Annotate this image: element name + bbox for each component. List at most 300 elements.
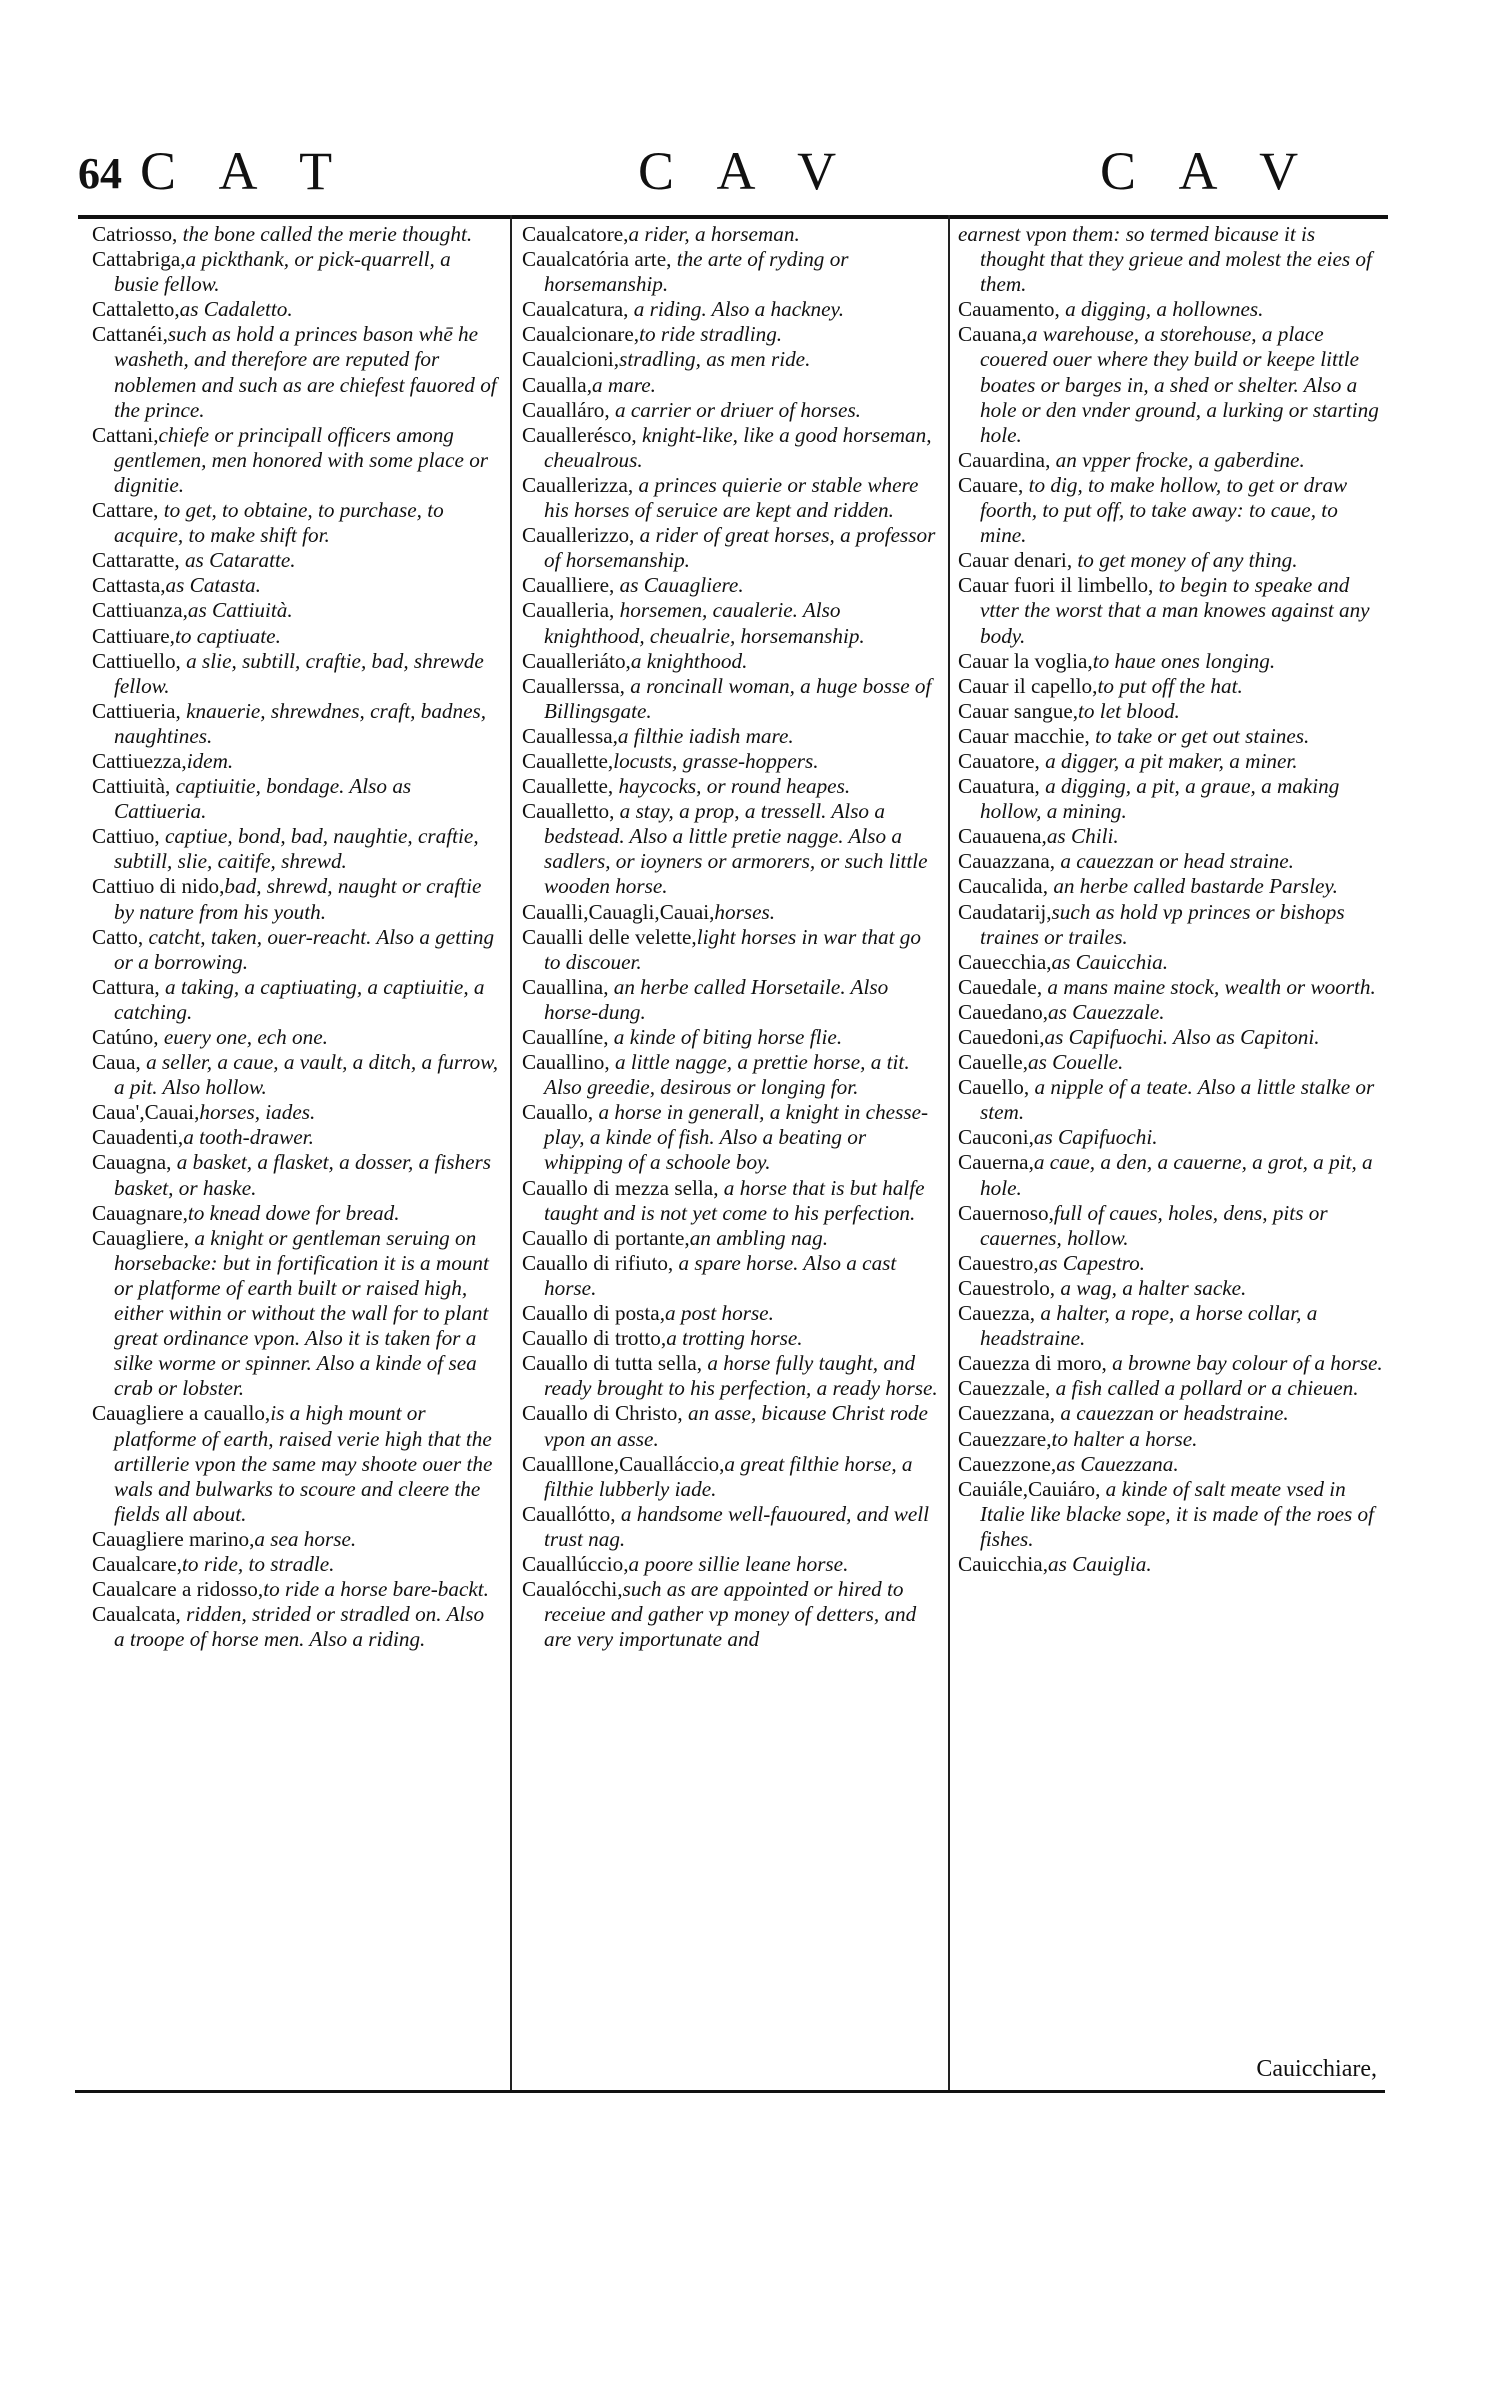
entry-headword: Cauar il capello,: [958, 673, 1098, 698]
entry-definition: a pickthank, or pick-quarrell, a busie fellow.: [114, 247, 451, 297]
dictionary-entry: [92, 749, 500, 774]
entry-headword: Cauallino,: [522, 1050, 610, 1075]
column-divider: [948, 215, 950, 2090]
entry-headword: Cauallo di Christo,: [522, 1401, 683, 1426]
entry-headword: Cattiuello,: [92, 648, 181, 673]
dictionary-entry: [92, 423, 500, 498]
dictionary-entry: [522, 1452, 940, 1502]
entry-definition: a seller, a caue, a vault, a ditch, a furrow, a pit. Also hollow.: [114, 1050, 499, 1100]
entry-definition: a sea horse.: [254, 1526, 357, 1551]
header-left: C A T: [140, 141, 349, 201]
dictionary-entry: [958, 674, 1383, 699]
entry-headword: Cauallo di mezza sella,: [522, 1175, 719, 1200]
entry-definition: a digger, a pit maker, a miner.: [1039, 748, 1298, 773]
entry-headword: Cauallo di tutta sella,: [522, 1351, 703, 1376]
entry-headword: Cauicchia,: [958, 1551, 1049, 1576]
entry-headword: Cauezzana,: [958, 1401, 1056, 1426]
entry-definition: a nipple of a teate. Also a little stalke or stem.: [980, 1075, 1375, 1125]
entry-headword: Caualcioni,: [522, 347, 620, 372]
entry-headword: Caualcata,: [92, 1602, 181, 1627]
entry-definition: a great filthie horse, a filthie lubberly iade.: [544, 1451, 913, 1501]
entry-headword: Cattaletto,: [92, 297, 180, 322]
entry-definition: a spare horse. Also a cast horse.: [544, 1250, 897, 1300]
entry-headword: Cauazzana,: [958, 849, 1056, 874]
entry-definition: a horse fully taught, and ready brought to his perfection, a ready horse.: [544, 1351, 938, 1401]
dictionary-entry: [92, 598, 500, 623]
dictionary-entry: [958, 297, 1383, 322]
entry-definition: horsemen, caualerie. Also knighthood, cheualrie, horsemanship.: [544, 598, 865, 648]
dictionary-entry: [958, 473, 1383, 548]
running-header: [78, 141, 1388, 218]
entry-headword: Cauallo di portante,: [522, 1225, 690, 1250]
entry-headword: Cauecchia,: [958, 949, 1052, 974]
entry-definition: horses.: [714, 899, 776, 924]
dictionary-entry: [958, 699, 1383, 724]
entry-headword: Caualcatória arte,: [522, 247, 672, 272]
dictionary-entry: [522, 598, 940, 648]
entry-headword: Caualllone,Caualláccio,: [522, 1451, 725, 1476]
dictionary-entry: [522, 1401, 940, 1451]
dictionary-entry: [958, 548, 1383, 573]
entry-headword: Cauamento,: [958, 297, 1060, 322]
entry-headword: Cattabriga,: [92, 247, 186, 272]
dictionary-entry: [958, 1552, 1383, 1577]
dictionary-entry: [522, 925, 940, 975]
dictionary-entry: [958, 749, 1383, 774]
dictionary-entry: [958, 448, 1383, 473]
dictionary-entry: [522, 1251, 940, 1301]
dictionary-entry: [522, 724, 940, 749]
entry-definition: a taking, a captiuating, a captiuitie, a catching.: [114, 974, 485, 1024]
entry-definition: a stay, a prop, a tressell. Also a bedstead. Also a little pretie nagge. Also a sadlers, or ioyners or armorers, or such little wooden horse.: [544, 799, 928, 899]
entry-definition: knight-like, like a good horseman, cheualrous.: [544, 422, 932, 472]
dictionary-entry: [958, 1050, 1383, 1075]
entry-headword: Cauar sangue,: [958, 698, 1079, 723]
entry-definition: catcht, taken, ouer-reacht. Also a getting or a borrowing.: [114, 924, 495, 974]
entry-headword: Cattiuare,: [92, 623, 175, 648]
entry-definition: to halter a horse.: [1051, 1426, 1198, 1451]
entry-headword: Caualcare,: [92, 1551, 182, 1576]
entry-headword: Cauallo di rifiuto,: [522, 1250, 674, 1275]
dictionary-entry: [958, 1125, 1383, 1150]
dictionary-entry: [958, 724, 1383, 749]
entry-definition: haycocks, or round heapes.: [613, 774, 851, 799]
entry-headword: Caualli delle velette,: [522, 924, 697, 949]
entry-headword: Cauezzone,: [958, 1451, 1057, 1476]
entry-definition: to dig, to make hollow, to get or draw foorth, to put off, to take away: to caue, to mine.: [980, 472, 1348, 548]
entry-headword: Caualcatore,: [522, 222, 629, 246]
entry-headword: Cauelle,: [958, 1050, 1029, 1075]
dictionary-entry: [958, 222, 1383, 297]
dictionary-entry: [92, 1226, 500, 1402]
entry-headword: Cauallótto,: [522, 1501, 616, 1526]
dictionary-entry: [92, 1125, 500, 1150]
column-1: [92, 222, 500, 2082]
entry-headword: Catriosso,: [92, 222, 178, 246]
dictionary-entry: [958, 1201, 1383, 1251]
dictionary-entry: [92, 1577, 500, 1602]
dictionary-entry: [522, 674, 940, 724]
entry-definition: as Cadaletto.: [179, 297, 293, 322]
entry-definition: idem.: [186, 748, 234, 773]
entry-definition: knauerie, shrewdnes, craft, badnes, naughtines.: [114, 698, 487, 748]
dictionary-entry: [522, 1326, 940, 1351]
dictionary-entry: [958, 824, 1383, 849]
entry-definition: as Chili.: [1046, 824, 1119, 849]
dictionary-entry: [522, 900, 940, 925]
entry-headword: Cauedale,: [958, 974, 1043, 999]
entry-definition: a warehouse, a storehouse, a place couered ouer where they build or keepe little boates or barges in, a shed or shelter. Also a hole or den vnder ground, a lurking or starting hole.: [980, 322, 1379, 447]
entry-definition: a rider of great horses, a professor of horsemanship.: [544, 523, 936, 573]
dictionary-entry: [92, 1050, 500, 1100]
dictionary-entry: [92, 1602, 500, 1652]
entry-definition: such as hold a princes bason whē he washeth, and therefore are reputed for noblemen and such as are chiefest fauored of the prince.: [114, 322, 497, 422]
dictionary-entry: [522, 1577, 940, 1652]
entry-definition: an ambling nag.: [689, 1225, 829, 1250]
entry-definition: a browne bay colour of a horse.: [1106, 1351, 1383, 1376]
entry-headword: Cattura,: [92, 974, 160, 999]
entry-definition: to captiuate.: [174, 623, 281, 648]
dictionary-entry: [958, 1000, 1383, 1025]
entry-definition: a horse in generall, a knight in chesse-play, a kinde of fish. Also a beating or whipping of a schoole boy.: [544, 1100, 929, 1175]
dictionary-entry: [92, 824, 500, 874]
entry-headword: Cauar la voglia,: [958, 648, 1093, 673]
dictionary-entry: [92, 774, 500, 824]
entry-definition: to get money of any thing.: [1072, 548, 1298, 573]
entry-headword: Cattaratte,: [92, 548, 180, 573]
entry-headword: Cauezzale,: [958, 1376, 1051, 1401]
entry-headword: Cauezza,: [958, 1301, 1036, 1326]
dictionary-entry: [92, 975, 500, 1025]
dictionary-entry: [92, 222, 500, 247]
entry-definition: a cauezzan or head straine.: [1055, 849, 1294, 874]
entry-definition: a cauezzan or headstraine.: [1055, 1401, 1289, 1426]
entry-definition: an herbe called bastarde Parsley.: [1048, 874, 1338, 899]
entry-headword: Cauardina,: [958, 447, 1051, 472]
dictionary-entry: [958, 573, 1383, 648]
entry-definition: a horse that is but halfe taught and is not yet come to his perfection.: [544, 1175, 925, 1225]
entry-definition: an herbe called Horsetaile. Also horse-dung.: [544, 974, 889, 1024]
entry-definition: a little nagge, a prettie horse, a tit. Also greedie, desirous or longing for.: [544, 1050, 910, 1100]
entry-headword: Cattanéi,: [92, 322, 168, 347]
entry-headword: Cauiále,Cauiáro,: [958, 1476, 1101, 1501]
entry-definition: such as hold vp princes or bishops traines or trailes.: [980, 899, 1345, 949]
entry-headword: Cattiuo di nido,: [92, 874, 225, 899]
entry-headword: Cauagliere marino,: [92, 1526, 255, 1551]
entry-headword: Caualleria,: [522, 598, 615, 623]
entry-headword: Cauare,: [958, 472, 1024, 497]
entry-definition: a post horse.: [665, 1301, 774, 1326]
dictionary-entry: [92, 498, 500, 548]
entry-definition: horses, iades.: [199, 1100, 316, 1125]
entry-headword: Cattani,: [92, 422, 159, 447]
entry-headword: Cauallette,: [522, 748, 614, 773]
entry-definition: a digging, a hollownes.: [1059, 297, 1264, 322]
entry-definition: to haue ones longing.: [1092, 648, 1276, 673]
dictionary-entry: [522, 1050, 940, 1100]
dictionary-entry: [958, 950, 1383, 975]
entry-definition: euery one, ech one.: [158, 1025, 328, 1049]
dictionary-entry: [92, 1552, 500, 1577]
entry-definition: an asse, bicause Christ rode vpon an asse.: [544, 1401, 928, 1451]
entry-definition: a kinde of salt meate vsed in Italie like blacke sope, it is made of the roes of fishes.: [980, 1476, 1375, 1551]
dictionary-entry: [958, 1301, 1383, 1351]
entry-definition: a caue, a den, a cauerne, a grot, a pit, a hole.: [980, 1150, 1373, 1200]
entry-definition: as Capifuochi.: [1033, 1125, 1158, 1150]
entry-definition: bad, shrewd, naught or craftie by nature from his youth.: [114, 874, 482, 924]
entry-headword: Cauallerizza,: [522, 472, 634, 497]
dictionary-entry: [958, 1351, 1383, 1376]
entry-headword: Cauadenti,: [92, 1125, 184, 1150]
column-divider: [510, 215, 512, 2090]
entry-definition: a roncinall woman, a huge bosse of Billingsgate.: [544, 673, 932, 723]
entry-headword: Cauedano,: [958, 999, 1049, 1024]
entry-headword: Cauallúccio,: [522, 1551, 629, 1576]
dictionary-entry: [92, 548, 500, 573]
dictionary-entry: [522, 297, 940, 322]
page-number: 64: [78, 149, 122, 198]
entry-definition: as Couelle.: [1028, 1050, 1124, 1075]
dictionary-entry: [92, 573, 500, 598]
entry-headword: Cauconi,: [958, 1125, 1034, 1150]
entry-headword: Cauestrolo,: [958, 1275, 1056, 1300]
entry-headword: Cauallo di posta,: [522, 1301, 665, 1326]
entry-definition: chiefe or principall officers among gentlemen, men honored with some place or dignitie.: [114, 422, 489, 497]
entry-headword: Cauana,: [958, 322, 1027, 347]
entry-headword: Caudatarij,: [958, 899, 1052, 924]
entry-headword: Caualla,: [522, 372, 593, 397]
dictionary-entry: [92, 1201, 500, 1226]
entry-definition: as Cauiglia.: [1048, 1551, 1152, 1576]
dictionary-entry: [958, 322, 1383, 447]
entry-definition: as Cataratte.: [179, 548, 296, 573]
dictionary-entry: [958, 900, 1383, 950]
dictionary-entry: [958, 1452, 1383, 1477]
entry-definition: a wag, a halter sacke.: [1055, 1275, 1247, 1300]
entry-definition: a digging, a pit, a graue, a making hollow, a mining.: [980, 774, 1340, 824]
dictionary-entry: [958, 1251, 1383, 1276]
dictionary-entry: [958, 649, 1383, 674]
entry-headword: Cauallíne,: [522, 1025, 609, 1049]
entry-headword: Cauernoso,: [958, 1200, 1054, 1225]
entry-definition: to ride stradling.: [639, 322, 783, 347]
dictionary-entry: [92, 1025, 500, 1050]
entry-definition: light horses in war that go to discouer.: [544, 924, 921, 974]
dictionary-entry: [522, 649, 940, 674]
column-2: [522, 222, 940, 2082]
entry-headword: Cauar macchie,: [958, 723, 1090, 748]
entry-headword: Cauerna,: [958, 1150, 1034, 1175]
dictionary-entry: [522, 1502, 940, 1552]
dictionary-entry: [522, 473, 940, 523]
dictionary-entry: [958, 1427, 1383, 1452]
entry-definition: to put off the hat.: [1097, 673, 1243, 698]
dictionary-entry: [958, 874, 1383, 899]
dictionary-entry: [92, 699, 500, 749]
dictionary-entry: [522, 1351, 940, 1401]
dictionary-entry: [92, 247, 500, 297]
dictionary-entry: [958, 975, 1383, 1000]
entry-definition: as Cauagliere.: [614, 573, 744, 598]
entry-definition: a slie, subtill, craftie, bad, shrewde fellow.: [114, 648, 484, 698]
dictionary-entry: [92, 1401, 500, 1526]
entry-headword: Cauezzare,: [958, 1426, 1052, 1451]
entry-headword: Cauallette,: [522, 774, 614, 799]
entry-definition: to let blood.: [1078, 698, 1180, 723]
entry-definition: stradling, as men ride.: [619, 347, 811, 372]
dictionary-entry: [522, 975, 940, 1025]
dictionary-entry: [522, 1552, 940, 1577]
entry-definition: a filthie iadish mare.: [617, 723, 794, 748]
dictionary-entry: [522, 774, 940, 799]
entry-headword: Caua',Cauai,: [92, 1100, 200, 1125]
entry-headword: Caualcionare,: [522, 322, 640, 347]
dictionary-entry: [92, 1150, 500, 1200]
entry-definition: as Cattiuità.: [187, 598, 293, 623]
entry-headword: Caualletto,: [522, 799, 615, 824]
entry-headword: Cauallerssa,: [522, 673, 625, 698]
entry-definition: to ride, to stradle.: [182, 1551, 335, 1576]
entry-headword: Cattiuità,: [92, 774, 171, 799]
entry-definition: an vpper frocke, a gaberdine.: [1050, 447, 1305, 472]
dictionary-entry: [522, 1226, 940, 1251]
entry-definition: a knighthood.: [630, 648, 748, 673]
dictionary-entry: [92, 649, 500, 699]
entry-definition: a tooth-drawer.: [183, 1125, 314, 1150]
dictionary-entry: [92, 1527, 500, 1552]
entry-definition: as Cauezzana.: [1056, 1451, 1179, 1476]
header-right: C A V: [1100, 141, 1315, 201]
dictionary-entry: [92, 925, 500, 975]
entry-definition: a rider, a horseman.: [628, 222, 800, 246]
footer-rule: [75, 2090, 1385, 2093]
entry-headword: Cauallerizzo,: [522, 523, 635, 548]
dictionary-entry: [522, 1301, 940, 1326]
entry-definition: locusts, grasse-hoppers.: [613, 748, 819, 773]
dictionary-entry: [522, 1025, 940, 1050]
entry-definition: is a high mount or platforme of earth, raised verie high that the artillerie vpon the same may shoote ouer the wals and bulwarks to scoure and cleere the fields all about.: [114, 1401, 493, 1526]
entry-headword: Cauallo di trotto,: [522, 1326, 667, 1351]
entry-definition: a halter, a rope, a horse collar, a headstraine.: [980, 1301, 1318, 1351]
entry-definition: a princes quierie or stable where his horses of seruice are kept and ridden.: [544, 472, 919, 523]
entry-headword: Cauestro,: [958, 1250, 1039, 1275]
dictionary-entry: [522, 1176, 940, 1226]
entry-definition: a mans maine stock, wealth or woorth.: [1042, 974, 1376, 999]
entry-headword: Cauallessa,: [522, 723, 618, 748]
entry-headword: Cauar fuori il limbello,: [958, 573, 1154, 598]
dictionary-entry: [522, 749, 940, 774]
entry-definition: a mare.: [592, 372, 656, 397]
dictionary-entry: [92, 874, 500, 924]
entry-headword: Caua,: [92, 1050, 141, 1075]
entry-headword: Cauagliere a cauallo,: [92, 1401, 271, 1426]
entry-headword: Cauallina,: [522, 974, 609, 999]
dictionary-entry: [522, 322, 940, 347]
dictionary-entry: [958, 774, 1383, 824]
entry-headword: Caualláro,: [522, 397, 610, 422]
dictionary-entry: [92, 1100, 500, 1125]
dictionary-entry: [958, 1477, 1383, 1552]
entry-definition: as Catasta.: [165, 573, 261, 598]
entry-headword: Catúno,: [92, 1025, 159, 1049]
entry-headword: Cattiuezza,: [92, 748, 187, 773]
dictionary-entry: [522, 373, 940, 398]
entry-definition: a riding. Also a hackney.: [628, 297, 845, 322]
catchword: Cauicchiare,: [1256, 2056, 1377, 2082]
dictionary-entry: [958, 1276, 1383, 1301]
dictionary-entry: [522, 573, 940, 598]
entry-definition: a carrier or driuer of horses.: [609, 397, 861, 422]
dictionary-entry: [92, 322, 500, 422]
entry-definition: as Capestro.: [1038, 1250, 1145, 1275]
dictionary-entry: [522, 347, 940, 372]
entry-definition: as Cauicchia.: [1051, 949, 1169, 974]
entry-definition: full of caues, holes, dens, pits or cauernes, hollow.: [980, 1200, 1328, 1250]
entry-definition: a basket, a flasket, a dosser, a fishers basket, or haske.: [114, 1150, 491, 1200]
entry-definition: earnest vpon them: so termed bicause it is thought that they grieue and molest the eies of them.: [958, 222, 1372, 297]
entry-headword: Caualcare a ridosso,: [92, 1577, 264, 1602]
entry-definition: captiue, bond, bad, naughtie, craftie, subtill, slie, caitife, shrewd.: [114, 824, 479, 874]
entry-definition: such as are appointed or hired to receiue and gather vp money of detters, and are very importunate and: [544, 1577, 917, 1652]
entry-headword: Cauello,: [958, 1075, 1030, 1100]
dictionary-entry: [522, 222, 940, 247]
entry-headword: Cattiueria,: [92, 698, 181, 723]
entry-headword: Catto,: [92, 924, 144, 949]
entry-headword: Cauatore,: [958, 748, 1040, 773]
dictionary-entry: [522, 799, 940, 899]
entry-definition: a trotting horse.: [666, 1326, 803, 1351]
dictionary-entry: [522, 423, 940, 473]
dictionary-entry: [958, 1150, 1383, 1200]
dictionary-entry: [958, 1025, 1383, 1050]
entry-headword: Cattasta,: [92, 573, 166, 598]
entry-headword: Caualli,Cauagli,Cauai,: [522, 899, 715, 924]
header-center: C A V: [638, 141, 853, 201]
entry-headword: Cauallo,: [522, 1100, 594, 1125]
entry-definition: a knight or gentleman seruing on horsebacke: but in fortification it is a mount or platforme of earth built or raised high, either within or without the wall for to plant great ordinance vpon. Also it is taken for a silke worme or spinner. Also a kinde of sea crab or lobster.: [114, 1225, 489, 1401]
dictionary-entry: [958, 849, 1383, 874]
entry-definition: captiuitie, bondage. Also as Cattiueria.: [114, 774, 412, 824]
entry-headword: Cattiuo,: [92, 824, 160, 849]
dictionary-entry: [92, 297, 500, 322]
entry-definition: as Cauezzale.: [1048, 999, 1165, 1024]
entry-definition: a handsome well-fauoured, and well trust nag.: [544, 1501, 930, 1551]
entry-headword: Cauagna,: [92, 1150, 172, 1175]
dictionary-entry: [958, 1075, 1383, 1125]
entry-definition: a fish called a pollard or a chieuen.: [1050, 1376, 1359, 1401]
dictionary-entry: [522, 398, 940, 423]
entry-headword: Caualócchi,: [522, 1577, 623, 1602]
dictionary-entry: [522, 247, 940, 297]
column-3: [958, 222, 1383, 2082]
entry-headword: Cauauena,: [958, 824, 1047, 849]
entry-headword: Cauezza di moro,: [958, 1351, 1107, 1376]
dictionary-entry: [92, 624, 500, 649]
entry-definition: as Capifuochi. Also as Capitoni.: [1044, 1025, 1320, 1049]
entry-headword: Cauar denari,: [958, 548, 1073, 573]
entry-definition: to begin to speake and vtter the worst that a man knowes against any body.: [980, 573, 1370, 648]
dictionary-entry: [958, 1376, 1383, 1401]
entry-headword: Caualliere,: [522, 573, 615, 598]
entry-headword: Cauagliere,: [92, 1225, 190, 1250]
entry-headword: Cauedoni,: [958, 1025, 1045, 1049]
header-rule: [78, 215, 1388, 219]
entry-headword: Cattiuanza,: [92, 598, 188, 623]
dictionary-entry: [958, 1401, 1383, 1426]
entry-headword: Caucalida,: [958, 874, 1049, 899]
entry-definition: the arte of ryding or horsemanship.: [544, 247, 849, 297]
entry-headword: Caualcatura,: [522, 297, 629, 322]
